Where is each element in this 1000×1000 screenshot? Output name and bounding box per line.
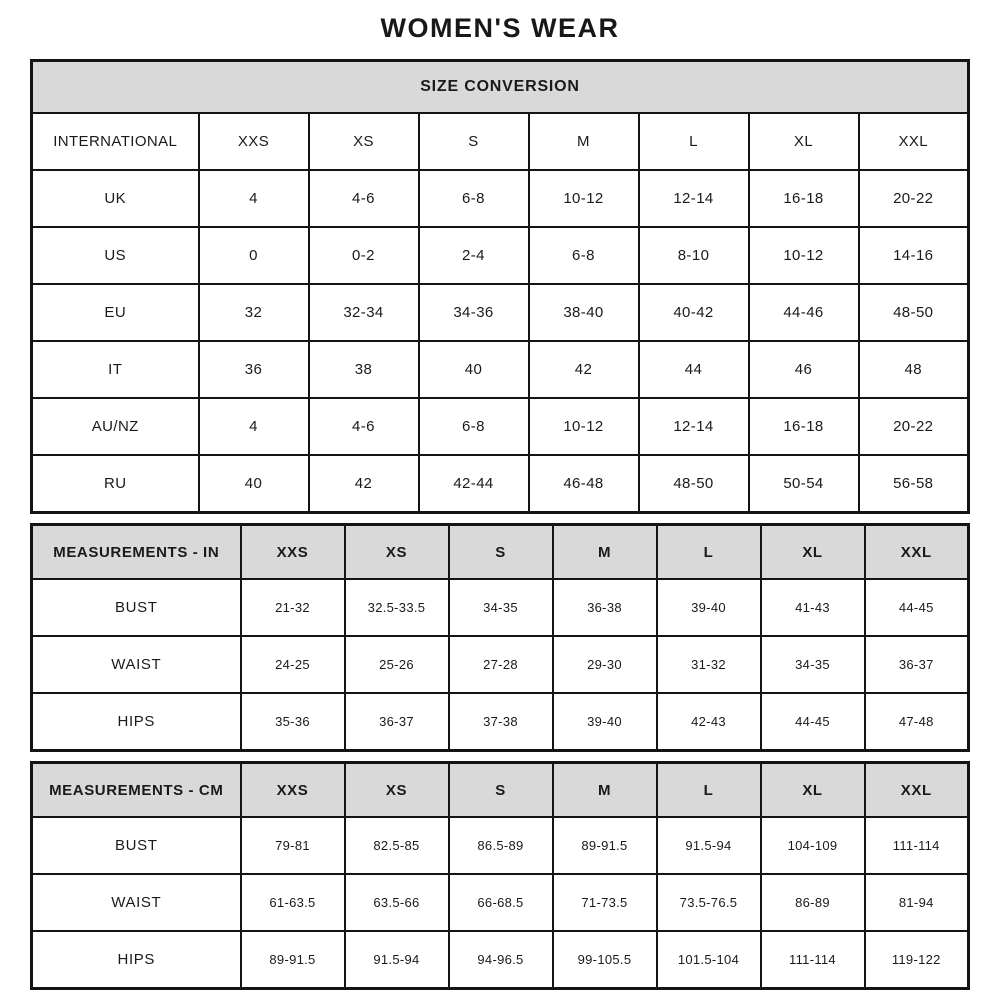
value-cell: 4 bbox=[199, 398, 309, 455]
value-cell: 86.5-89 bbox=[449, 817, 553, 874]
measurements-cm-table-body bbox=[32, 817, 969, 989]
value-cell: 79-81 bbox=[241, 817, 345, 874]
value-cell: 6-8 bbox=[529, 227, 639, 284]
value-cell: 42 bbox=[309, 455, 419, 513]
table-caption: SIZE CONVERSION bbox=[32, 61, 969, 114]
table-row bbox=[32, 579, 969, 636]
value-cell: 20-22 bbox=[859, 170, 969, 227]
table-row bbox=[32, 398, 969, 455]
row-label-cell: BUST bbox=[32, 579, 241, 636]
row-label-cell: WAIST bbox=[32, 636, 241, 693]
header-size-cell: XXL bbox=[859, 113, 969, 170]
value-cell: 32.5-33.5 bbox=[345, 579, 449, 636]
value-cell: 38-40 bbox=[529, 284, 639, 341]
header-size-cell: S bbox=[449, 763, 553, 818]
header-label-cell: MEASUREMENTS - CM bbox=[32, 763, 241, 818]
value-cell: 36-37 bbox=[345, 693, 449, 751]
row-label-cell: US bbox=[32, 227, 199, 284]
value-cell: 40 bbox=[199, 455, 309, 513]
header-label-cell: INTERNATIONAL bbox=[32, 113, 199, 170]
value-cell: 35-36 bbox=[241, 693, 345, 751]
measurements-in-table-body bbox=[32, 579, 969, 751]
header-size-cell: L bbox=[639, 113, 749, 170]
value-cell: 10-12 bbox=[529, 398, 639, 455]
table-row bbox=[32, 636, 969, 693]
value-cell: 40-42 bbox=[639, 284, 749, 341]
value-cell: 42-44 bbox=[419, 455, 529, 513]
value-cell: 81-94 bbox=[865, 874, 969, 931]
value-cell: 61-63.5 bbox=[241, 874, 345, 931]
row-label-cell: IT bbox=[32, 341, 199, 398]
value-cell: 4-6 bbox=[309, 398, 419, 455]
row-label-cell: HIPS bbox=[32, 931, 241, 989]
value-cell: 44-45 bbox=[761, 693, 865, 751]
value-cell: 94-96.5 bbox=[449, 931, 553, 989]
value-cell: 36 bbox=[199, 341, 309, 398]
value-cell: 86-89 bbox=[761, 874, 865, 931]
value-cell: 29-30 bbox=[553, 636, 657, 693]
value-cell: 48-50 bbox=[639, 455, 749, 513]
table-row bbox=[32, 817, 969, 874]
size-conversion-table bbox=[30, 59, 970, 514]
value-cell: 91.5-94 bbox=[345, 931, 449, 989]
header-size-cell: XS bbox=[345, 525, 449, 580]
value-cell: 10-12 bbox=[749, 227, 859, 284]
header-size-cell: XXS bbox=[241, 763, 345, 818]
header-size-cell: XL bbox=[761, 763, 865, 818]
header-size-cell: XXL bbox=[865, 525, 969, 580]
value-cell: 66-68.5 bbox=[449, 874, 553, 931]
value-cell: 12-14 bbox=[639, 170, 749, 227]
value-cell: 99-105.5 bbox=[553, 931, 657, 989]
value-cell: 48-50 bbox=[859, 284, 969, 341]
value-cell: 24-25 bbox=[241, 636, 345, 693]
measurements-in-table-head bbox=[32, 525, 969, 580]
value-cell: 39-40 bbox=[553, 693, 657, 751]
header-size-cell: M bbox=[529, 113, 639, 170]
value-cell: 73.5-76.5 bbox=[657, 874, 761, 931]
value-cell: 46-48 bbox=[529, 455, 639, 513]
value-cell: 34-35 bbox=[761, 636, 865, 693]
table-caption-row bbox=[32, 61, 969, 114]
table-row bbox=[32, 455, 969, 513]
measurements-in-table bbox=[30, 523, 970, 752]
value-cell: 63.5-66 bbox=[345, 874, 449, 931]
value-cell: 21-32 bbox=[241, 579, 345, 636]
value-cell: 4-6 bbox=[309, 170, 419, 227]
value-cell: 41-43 bbox=[761, 579, 865, 636]
table-row bbox=[32, 693, 969, 751]
value-cell: 82.5-85 bbox=[345, 817, 449, 874]
value-cell: 46 bbox=[749, 341, 859, 398]
page-title: WOMEN'S WEAR bbox=[380, 13, 620, 43]
value-cell: 8-10 bbox=[639, 227, 749, 284]
size-conversion-table-head bbox=[32, 61, 969, 171]
value-cell: 32-34 bbox=[309, 284, 419, 341]
value-cell: 20-22 bbox=[859, 398, 969, 455]
value-cell: 111-114 bbox=[761, 931, 865, 989]
table-row bbox=[32, 931, 969, 989]
value-cell: 4 bbox=[199, 170, 309, 227]
table-row bbox=[32, 284, 969, 341]
header-size-cell: M bbox=[553, 763, 657, 818]
header-row bbox=[32, 113, 969, 170]
value-cell: 14-16 bbox=[859, 227, 969, 284]
header-row bbox=[32, 525, 969, 580]
measurements-cm-table bbox=[30, 761, 970, 990]
value-cell: 38 bbox=[309, 341, 419, 398]
value-cell: 34-36 bbox=[419, 284, 529, 341]
header-size-cell: S bbox=[419, 113, 529, 170]
row-label-cell: HIPS bbox=[32, 693, 241, 751]
value-cell: 40 bbox=[419, 341, 529, 398]
value-cell: 36-37 bbox=[865, 636, 969, 693]
row-label-cell: EU bbox=[32, 284, 199, 341]
header-size-cell: L bbox=[657, 763, 761, 818]
value-cell: 56-58 bbox=[859, 455, 969, 513]
value-cell: 6-8 bbox=[419, 398, 529, 455]
value-cell: 32 bbox=[199, 284, 309, 341]
value-cell: 89-91.5 bbox=[241, 931, 345, 989]
value-cell: 16-18 bbox=[749, 170, 859, 227]
value-cell: 2-4 bbox=[419, 227, 529, 284]
row-label-cell: RU bbox=[32, 455, 199, 513]
row-label-cell: WAIST bbox=[32, 874, 241, 931]
value-cell: 16-18 bbox=[749, 398, 859, 455]
value-cell: 27-28 bbox=[449, 636, 553, 693]
header-size-cell: XS bbox=[345, 763, 449, 818]
value-cell: 89-91.5 bbox=[553, 817, 657, 874]
header-size-cell: M bbox=[553, 525, 657, 580]
value-cell: 48 bbox=[859, 341, 969, 398]
row-label-cell: UK bbox=[32, 170, 199, 227]
value-cell: 119-122 bbox=[865, 931, 969, 989]
header-size-cell: XXL bbox=[865, 763, 969, 818]
measurements-cm-table-head bbox=[32, 763, 969, 818]
header-size-cell: L bbox=[657, 525, 761, 580]
header-row bbox=[32, 763, 969, 818]
header-size-cell: XS bbox=[309, 113, 419, 170]
table-row bbox=[32, 170, 969, 227]
value-cell: 37-38 bbox=[449, 693, 553, 751]
value-cell: 10-12 bbox=[529, 170, 639, 227]
header-size-cell: XXS bbox=[241, 525, 345, 580]
value-cell: 111-114 bbox=[865, 817, 969, 874]
value-cell: 0 bbox=[199, 227, 309, 284]
header-size-cell: XL bbox=[749, 113, 859, 170]
table-row bbox=[32, 227, 969, 284]
value-cell: 91.5-94 bbox=[657, 817, 761, 874]
value-cell: 31-32 bbox=[657, 636, 761, 693]
value-cell: 71-73.5 bbox=[553, 874, 657, 931]
value-cell: 39-40 bbox=[657, 579, 761, 636]
value-cell: 12-14 bbox=[639, 398, 749, 455]
value-cell: 34-35 bbox=[449, 579, 553, 636]
value-cell: 42-43 bbox=[657, 693, 761, 751]
value-cell: 47-48 bbox=[865, 693, 969, 751]
value-cell: 101.5-104 bbox=[657, 931, 761, 989]
value-cell: 6-8 bbox=[419, 170, 529, 227]
value-cell: 0-2 bbox=[309, 227, 419, 284]
value-cell: 44 bbox=[639, 341, 749, 398]
header-size-cell: XL bbox=[761, 525, 865, 580]
value-cell: 44-46 bbox=[749, 284, 859, 341]
value-cell: 25-26 bbox=[345, 636, 449, 693]
row-label-cell: AU/NZ bbox=[32, 398, 199, 455]
header-size-cell: S bbox=[449, 525, 553, 580]
size-conversion-table-body bbox=[32, 170, 969, 513]
header-size-cell: XXS bbox=[199, 113, 309, 170]
row-label-cell: BUST bbox=[32, 817, 241, 874]
table-row bbox=[32, 874, 969, 931]
value-cell: 44-45 bbox=[865, 579, 969, 636]
value-cell: 36-38 bbox=[553, 579, 657, 636]
table-row bbox=[32, 341, 969, 398]
value-cell: 42 bbox=[529, 341, 639, 398]
value-cell: 50-54 bbox=[749, 455, 859, 513]
value-cell: 104-109 bbox=[761, 817, 865, 874]
header-label-cell: MEASUREMENTS - IN bbox=[32, 525, 241, 580]
